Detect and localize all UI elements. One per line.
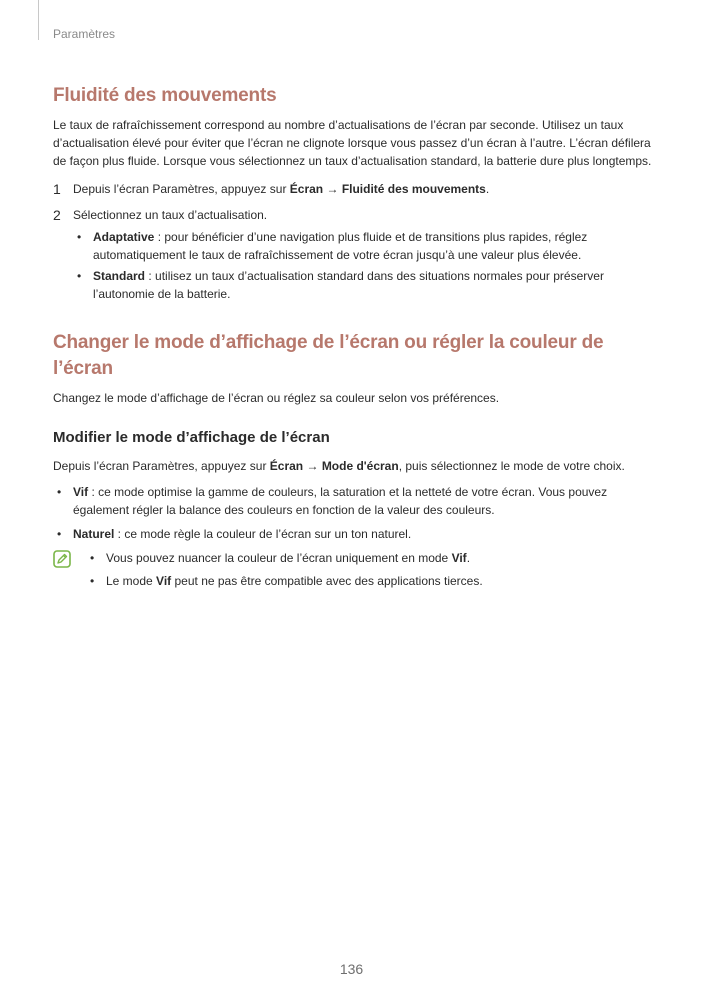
step-2 <box>53 206 653 306</box>
section-intro-fluidite: Le taux de rafraîchissement correspond au nombre d’actualisations de l’écran par seconde. Utilisez un taux d’actualisation élevé pour éviter que l’écran ne clignote lorsque vous passez d’un écran à l’autre. L’écran défilera de façon plus fluide. Lorsque vous sélectionnez un taux d’actualisation standard, la batterie dure plus longtemps. <box>53 118 652 168</box>
menu-path-ecran: Écran <box>289 182 324 196</box>
step-1 <box>53 180 653 198</box>
menu-path-fluidite: Fluidité des mouvements <box>341 182 486 196</box>
note-pencil-icon <box>53 550 71 568</box>
step-text: Depuis l’écran Paramètres, appuyez sur Écran → Fluidité des mouvements. <box>73 182 490 196</box>
list-item: • Standard : utilisez un taux d’actualisation standard dans des situations normales pour préserver l’autonomie de la batterie. <box>77 269 604 301</box>
step-number: 2 <box>53 207 61 223</box>
steps-list <box>53 180 653 306</box>
page-content <box>53 80 653 595</box>
page-number: 136 <box>339 961 364 977</box>
step-number: 1 <box>53 181 61 197</box>
note-block <box>53 549 653 595</box>
header-divider <box>38 0 39 40</box>
list-item: • Vif : ce mode optimise la gamme de couleurs, la saturation et la netteté de votre écran. Vous pouvez également régler la balance des couleurs en fonction de la valeur des couleurs. <box>57 485 608 517</box>
list-item: • Vous pouvez nuancer la couleur de l’écran uniquement en mode Vif. <box>90 551 471 565</box>
screen-mode-options <box>53 483 653 543</box>
note-list <box>86 549 483 595</box>
list-item: • Le mode Vif peut ne pas être compatible avec des applications tierces. <box>90 574 483 588</box>
refresh-rate-options <box>73 228 653 303</box>
subsection-title-mode: Modifier le mode d’affichage de l’écran <box>53 429 330 446</box>
list-item: • Naturel : ce mode règle la couleur de l’écran sur un ton naturel. <box>57 527 412 541</box>
menu-path-ecran: Écran <box>269 459 304 473</box>
header-section-label: Paramètres <box>53 27 116 41</box>
section-title-fluidite: Fluidité des mouvements <box>53 85 277 106</box>
step-text: Sélectionnez un taux d’actualisation. • Adaptative : pour bénéficier d’une navigation plus fluide et de transitions plus rapides, réglez automatiquement le taux de rafraîchissement de votre écran jusqu’à une valeur plus élevée. • Standard : utilisez un taux d’actualisation standard dans des situations normales pour préserver l’autonomie de la batterie. <box>73 206 653 306</box>
section-title-affichage: Changer le mode d’affichage de l’écran ou régler la couleur de l’écran <box>53 332 604 379</box>
list-item: • Adaptative : pour bénéficier d’une navigation plus fluide et de transitions plus rapides, réglez automatiquement le taux de rafraîchissement de votre écran jusqu’à une valeur plus élevée. <box>77 230 588 262</box>
menu-path-mode-ecran: Mode d'écran <box>321 459 399 473</box>
subsection-instruction: Depuis l’écran Paramètres, appuyez sur Écran → Mode d'écran, puis sélectionnez le mode de votre choix. <box>53 459 625 473</box>
section-intro-affichage: Changez le mode d’affichage de l’écran ou réglez sa couleur selon vos préférences. <box>53 391 500 405</box>
